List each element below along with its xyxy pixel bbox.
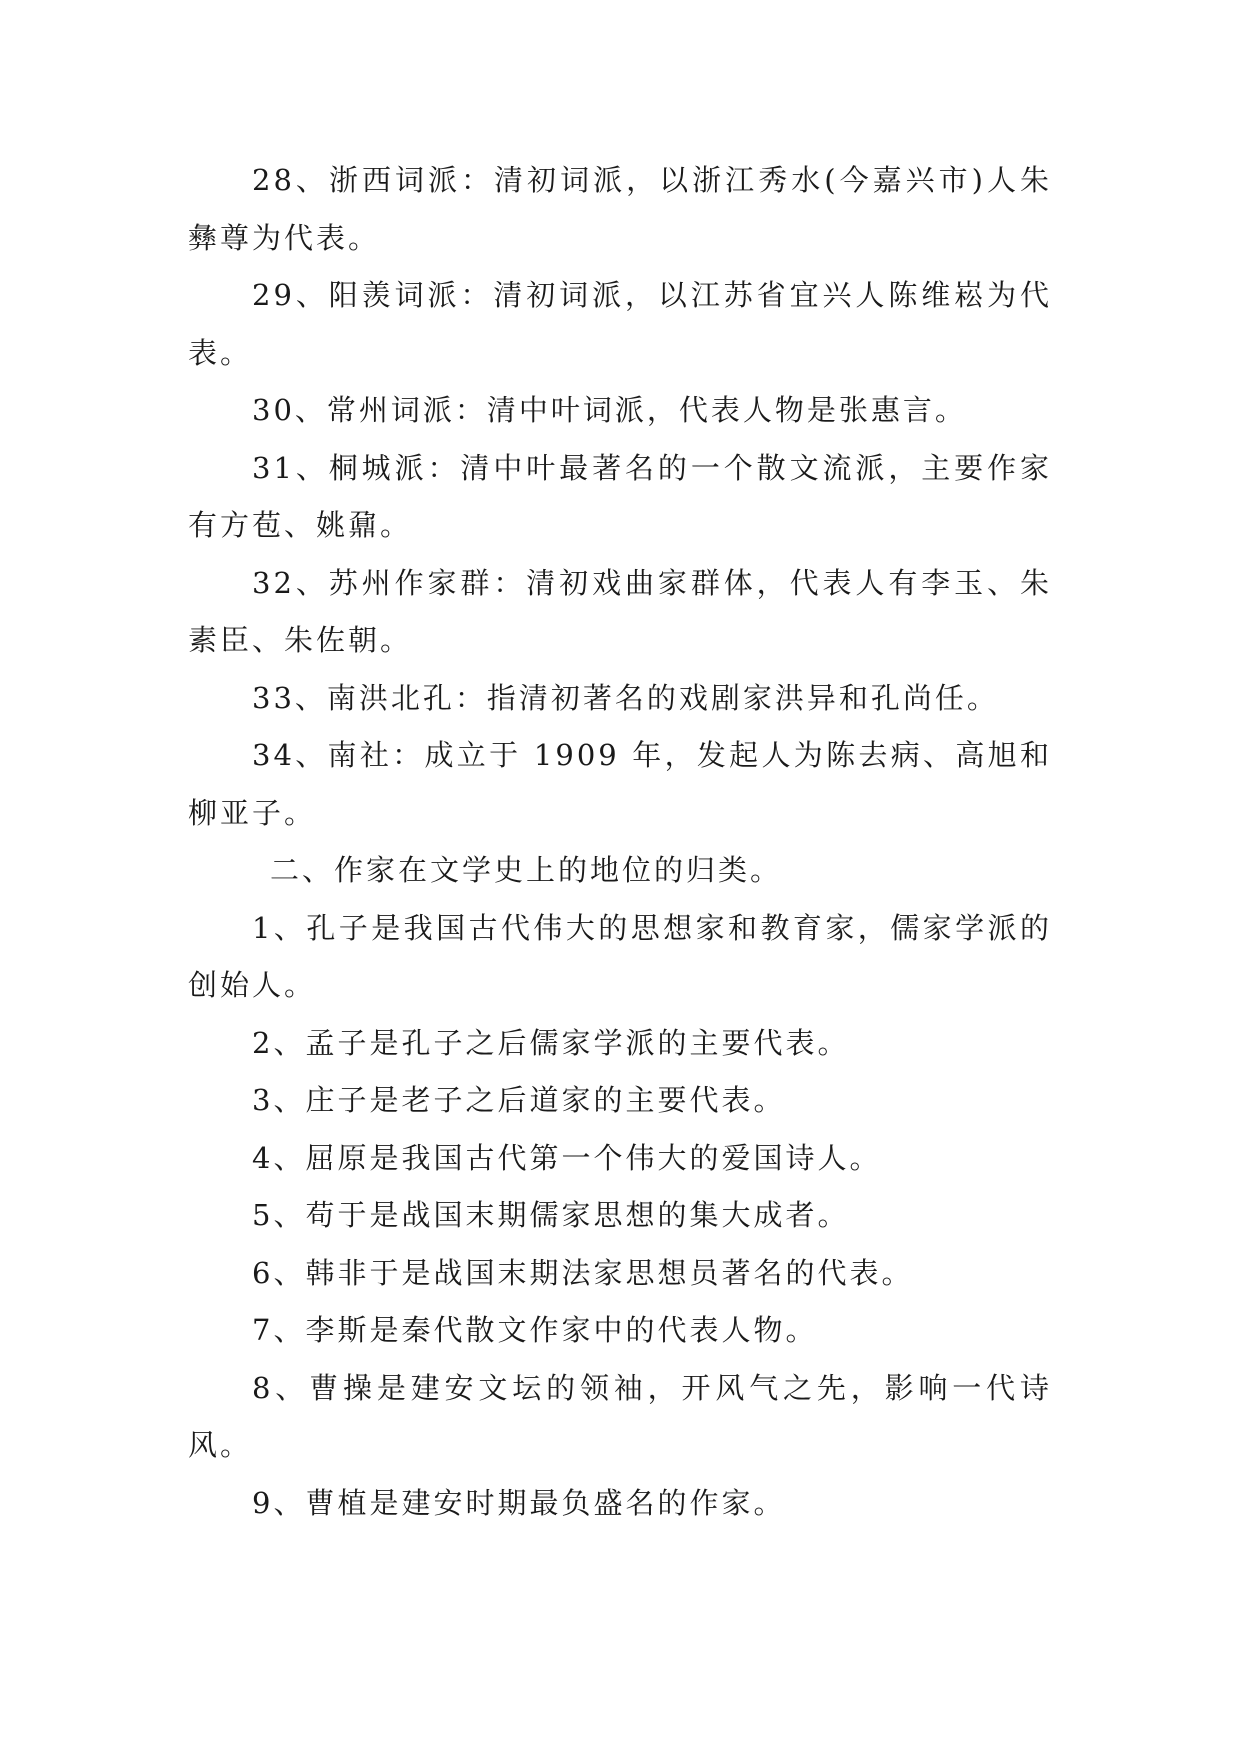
list-item-8: 8、曹操是建安文坛的领袖，开风气之先，影响一代诗风。 [188,1370,1052,1462]
list-item-3: 3、庄子是老子之后道家的主要代表。 [252,1083,786,1117]
list-item-9: 9、曹植是建安时期最负盛名的作家。 [252,1485,786,1520]
paragraph-33: 33、南洪北孔：指清初著名的戏剧家洪异和孔尚任。 [252,680,999,715]
section-heading: 二、作家在文学史上的地位的归类。 [270,853,783,887]
list-item-5: 5、苟于是战国末期儒家思想的集大成者。 [252,1198,850,1232]
list-item-7: 7、李斯是秦代散文作家中的代表人物。 [252,1313,818,1347]
paragraph-31: 31、桐城派：清中叶最著名的一个散文流派，主要作家有方苞、姚鼐。 [188,450,1052,542]
paragraph-30: 30、常州词派：清中叶词派，代表人物是张惠言。 [252,393,967,427]
paragraph-29: 29、阳羡词派：清初词派，以江苏省宜兴人陈维崧为代表。 [188,278,1052,370]
paragraph-32: 32、苏州作家群：清初戏曲家群体，代表人有李玉、朱素臣、朱佐朝。 [188,565,1052,657]
paragraph-34: 34、南社：成立于 1909 年，发起人为陈去病、高旭和柳亚子。 [188,738,1052,830]
paragraph-28: 28、浙西词派：清初词派，以浙江秀水(今嘉兴市)人朱彝尊为代表。 [188,163,1052,255]
list-item-6: 6、韩非于是战国末期法家思想员著名的代表。 [252,1255,914,1290]
list-item-1: 1、孔子是我国古代伟大的思想家和教育家，儒家学派的创始人。 [188,910,1052,1002]
list-item-2: 2、孟子是孔子之后儒家学派的主要代表。 [252,1025,850,1060]
document-body [188,152,1052,1532]
list-item-4: 4、屈原是我国古代第一个伟大的爱国诗人。 [252,1140,882,1175]
